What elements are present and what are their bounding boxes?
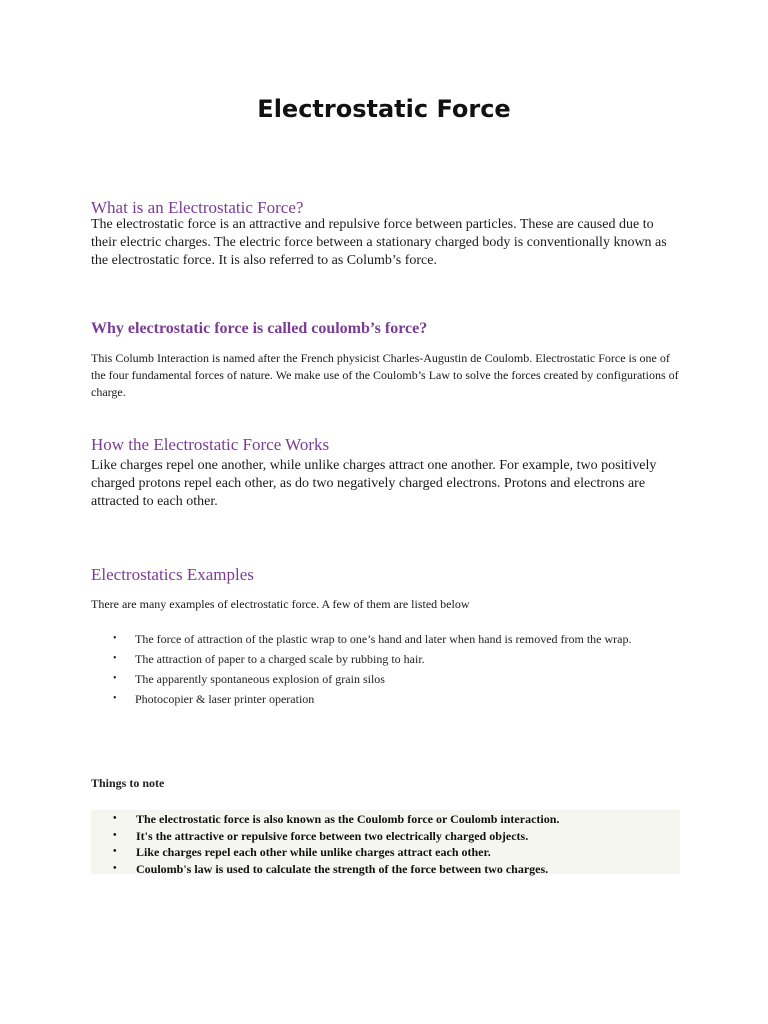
list-item (91, 828, 680, 845)
list-item (91, 692, 681, 706)
note-text: It's the attractive or repulsive force between two electrically charged objects. (136, 828, 529, 843)
section-body-why-coulomb: This Columb Interaction is named after the French physicist Charles-Augustin de Coulomb. Electrostatic Force is one of the four fundamental forces of nature. We make use of the Coulomb’s Law to solve the forces created by configurations of charge. (91, 351, 679, 399)
list-item (91, 632, 681, 646)
list-item (91, 844, 680, 861)
list-item-text: The attraction of paper to a charged scale by rubbing to hair. (135, 652, 425, 666)
note-text: The electrostatic force is also known as the Coulomb force or Coulomb interaction. (136, 812, 560, 826)
bullet-icon: • (113, 813, 117, 824)
list-item-text: Photocopier & laser printer operation (135, 692, 315, 706)
notes-heading: Things to note (91, 776, 165, 790)
bullet-icon: • (113, 653, 117, 664)
examples-list (91, 632, 681, 712)
bullet-icon: • (113, 829, 117, 841)
section-heading-what-is: What is an Electrostatic Force? (91, 198, 304, 217)
note-text: Like charges repel each other while unlike charges attract each other. (136, 845, 491, 859)
list-item (91, 672, 681, 686)
section-body-how-it-works: Like charges repel one another, while unlike charges attract one another. For example, two positively charged protons repel each other, as do two negatively charged electrons. Protons and electrons are attracted to each other. (91, 458, 657, 509)
section-body-examples: There are many examples of electrostatic force. A few of them are listed below (91, 597, 470, 611)
section-heading-examples: Electrostatics Examples (91, 565, 254, 584)
list-item (91, 811, 680, 828)
bullet-icon: • (113, 633, 117, 644)
notes-list (91, 811, 680, 877)
document-title: Electrostatic Force (257, 95, 511, 123)
bullet-icon: • (113, 673, 117, 684)
list-item-text: The apparently spontaneous explosion of grain silos (135, 672, 385, 686)
list-item (91, 861, 680, 878)
list-item-text: The force of attraction of the plastic wrap to one’s hand and later when hand is removed from the wrap. (135, 632, 632, 646)
bullet-icon: • (113, 846, 117, 857)
section-heading-why-coulomb: Why electrostatic force is called coulomb’s force? (91, 320, 428, 337)
section-heading-how-it-works: How the Electrostatic Force Works (91, 435, 330, 454)
list-item (91, 652, 681, 666)
note-text: Coulomb's law is used to calculate the strength of the force between two charges. (136, 861, 549, 876)
section-body-what-is: The electrostatic force is an attractive and repulsive force between particles. These are caused due to their electric charges. The electric force between a stationary charged body is conventionally known as the electrostatic force. It is also referred to as Columb’s force. (91, 217, 667, 268)
bullet-icon: • (113, 693, 117, 704)
bullet-icon: • (113, 862, 117, 874)
